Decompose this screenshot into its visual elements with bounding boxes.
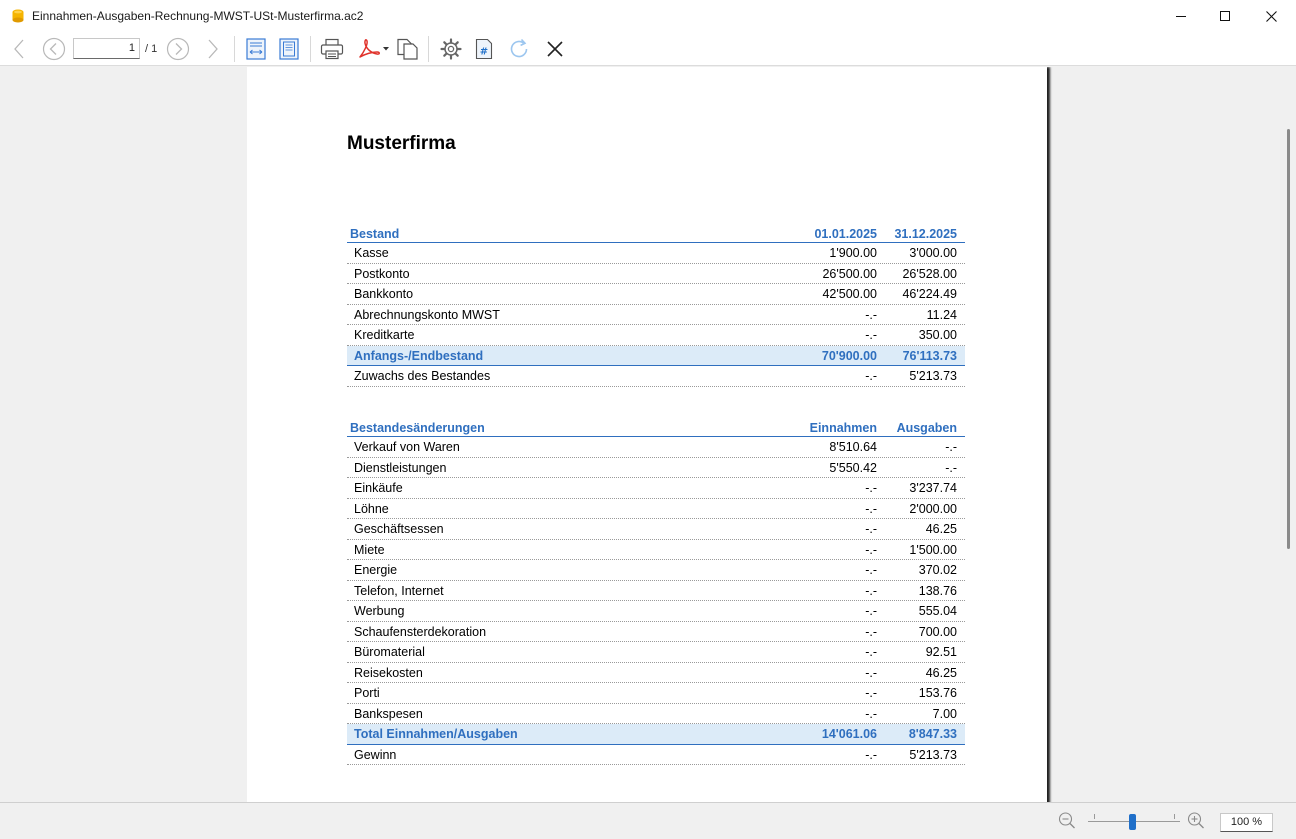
table-row: Zuwachs des Bestandes -.- 5'213.73 bbox=[347, 366, 965, 387]
table-row: Postkonto 26'500.00 26'528.00 bbox=[347, 264, 965, 285]
toolbar-separator bbox=[310, 36, 311, 62]
minimize-button[interactable] bbox=[1158, 0, 1204, 32]
page-number-icon bbox=[475, 38, 493, 60]
document-viewer[interactable] bbox=[0, 67, 1296, 802]
bestand-total-row: Anfangs-/Endbestand 70'900.00 76'113.73 bbox=[347, 346, 965, 367]
chevron-left-icon bbox=[13, 39, 25, 59]
scrollbar-thumb[interactable] bbox=[1287, 129, 1290, 549]
refresh-icon bbox=[507, 37, 531, 61]
previous-page-button[interactable] bbox=[41, 36, 67, 62]
fit-page-icon bbox=[279, 38, 299, 60]
vertical-scrollbar[interactable] bbox=[1281, 67, 1296, 802]
table-row: Verkauf von Waren 8'510.64 -.- bbox=[347, 437, 965, 458]
zoom-in-icon bbox=[1187, 811, 1205, 831]
table-row: Dienstleistungen 5'550.42 -.- bbox=[347, 458, 965, 479]
gear-icon bbox=[440, 38, 462, 60]
pdf-icon bbox=[356, 38, 390, 60]
zoom-out-icon bbox=[1058, 811, 1076, 831]
table-row: Reisekosten -.- 46.25 bbox=[347, 663, 965, 684]
company-name: Musterfirma bbox=[347, 133, 456, 154]
table-row: Kasse 1'900.00 3'000.00 bbox=[347, 243, 965, 264]
zoom-slider-thumb[interactable] bbox=[1129, 814, 1136, 830]
fit-width-icon bbox=[246, 38, 266, 60]
bestand-table bbox=[347, 225, 965, 387]
bestand-header: Bestand 01.01.2025 31.12.2025 bbox=[347, 225, 965, 243]
close-icon bbox=[546, 40, 564, 58]
page-total: / 1 bbox=[145, 43, 158, 55]
title-bar bbox=[0, 0, 1296, 32]
close-preview-button[interactable] bbox=[542, 36, 568, 62]
table-row: Büromaterial -.- 92.51 bbox=[347, 642, 965, 663]
close-window-button[interactable] bbox=[1248, 0, 1294, 32]
changes-header: Bestandesänderungen Einnahmen Ausgaben bbox=[347, 419, 965, 437]
table-row: Einkäufe -.- 3'237.74 bbox=[347, 478, 965, 499]
table-row: Geschäftsessen -.- 46.25 bbox=[347, 519, 965, 540]
toolbar-separator bbox=[234, 36, 235, 62]
table-row: Abrechnungskonto MWST -.- 11.24 bbox=[347, 305, 965, 326]
maximize-icon bbox=[1220, 11, 1230, 21]
svg-text:#: # bbox=[479, 46, 489, 58]
app-icon bbox=[12, 9, 24, 23]
table-row: Werbung -.- 555.04 bbox=[347, 601, 965, 622]
fit-width-button[interactable] bbox=[243, 36, 269, 62]
changes-total-row: Total Einnahmen/Ausgaben 14'061.06 8'847.33 bbox=[347, 724, 965, 745]
changes-table bbox=[347, 419, 965, 765]
table-row: Miete -.- 1'500.00 bbox=[347, 540, 965, 561]
table-row: Energie -.- 370.02 bbox=[347, 560, 965, 581]
chevron-right-icon bbox=[207, 39, 219, 59]
export-pdf-button[interactable] bbox=[356, 36, 390, 62]
copy-icon bbox=[396, 38, 418, 60]
last-page-button[interactable] bbox=[202, 36, 224, 62]
table-row: Telefon, Internet -.- 138.76 bbox=[347, 581, 965, 602]
minimize-icon bbox=[1176, 11, 1186, 21]
table-row: Porti -.- 153.76 bbox=[347, 683, 965, 704]
maximize-button[interactable] bbox=[1202, 0, 1248, 32]
window-title: Einnahmen-Ausgaben-Rechnung-MWST-USt-Musterfirma.ac2 bbox=[32, 9, 364, 23]
zoom-tick bbox=[1094, 814, 1095, 819]
toolbar-separator bbox=[428, 36, 429, 62]
circle-chevron-right-icon bbox=[166, 37, 190, 61]
table-row: Schaufensterdekoration -.- 700.00 bbox=[347, 622, 965, 643]
circle-chevron-left-icon bbox=[42, 37, 66, 61]
refresh-button[interactable] bbox=[505, 36, 533, 62]
status-bar bbox=[0, 802, 1296, 839]
table-row: Bankspesen -.- 7.00 bbox=[347, 704, 965, 725]
settings-button[interactable] bbox=[437, 36, 465, 62]
zoom-tick bbox=[1174, 814, 1175, 819]
print-button[interactable] bbox=[318, 36, 346, 62]
zoom-value-field[interactable]: 100 % bbox=[1220, 813, 1273, 832]
page-number-settings-button[interactable] bbox=[471, 36, 497, 62]
printer-icon bbox=[320, 38, 344, 60]
report-page bbox=[247, 67, 1047, 802]
page-number-input[interactable]: 1 bbox=[73, 38, 140, 59]
table-row: Kreditkarte -.- 350.00 bbox=[347, 325, 965, 346]
zoom-out-button[interactable] bbox=[1058, 811, 1076, 831]
table-row: Bankkonto 42'500.00 46'224.49 bbox=[347, 284, 965, 305]
table-row: Gewinn -.- 5'213.73 bbox=[347, 745, 965, 766]
close-icon bbox=[1266, 11, 1277, 22]
next-page-button[interactable] bbox=[165, 36, 191, 62]
zoom-in-button[interactable] bbox=[1187, 811, 1205, 831]
toolbar bbox=[0, 32, 1296, 66]
copy-button[interactable] bbox=[393, 36, 421, 62]
first-page-button[interactable] bbox=[8, 36, 30, 62]
fit-page-button[interactable] bbox=[276, 36, 302, 62]
table-row: Löhne -.- 2'000.00 bbox=[347, 499, 965, 520]
